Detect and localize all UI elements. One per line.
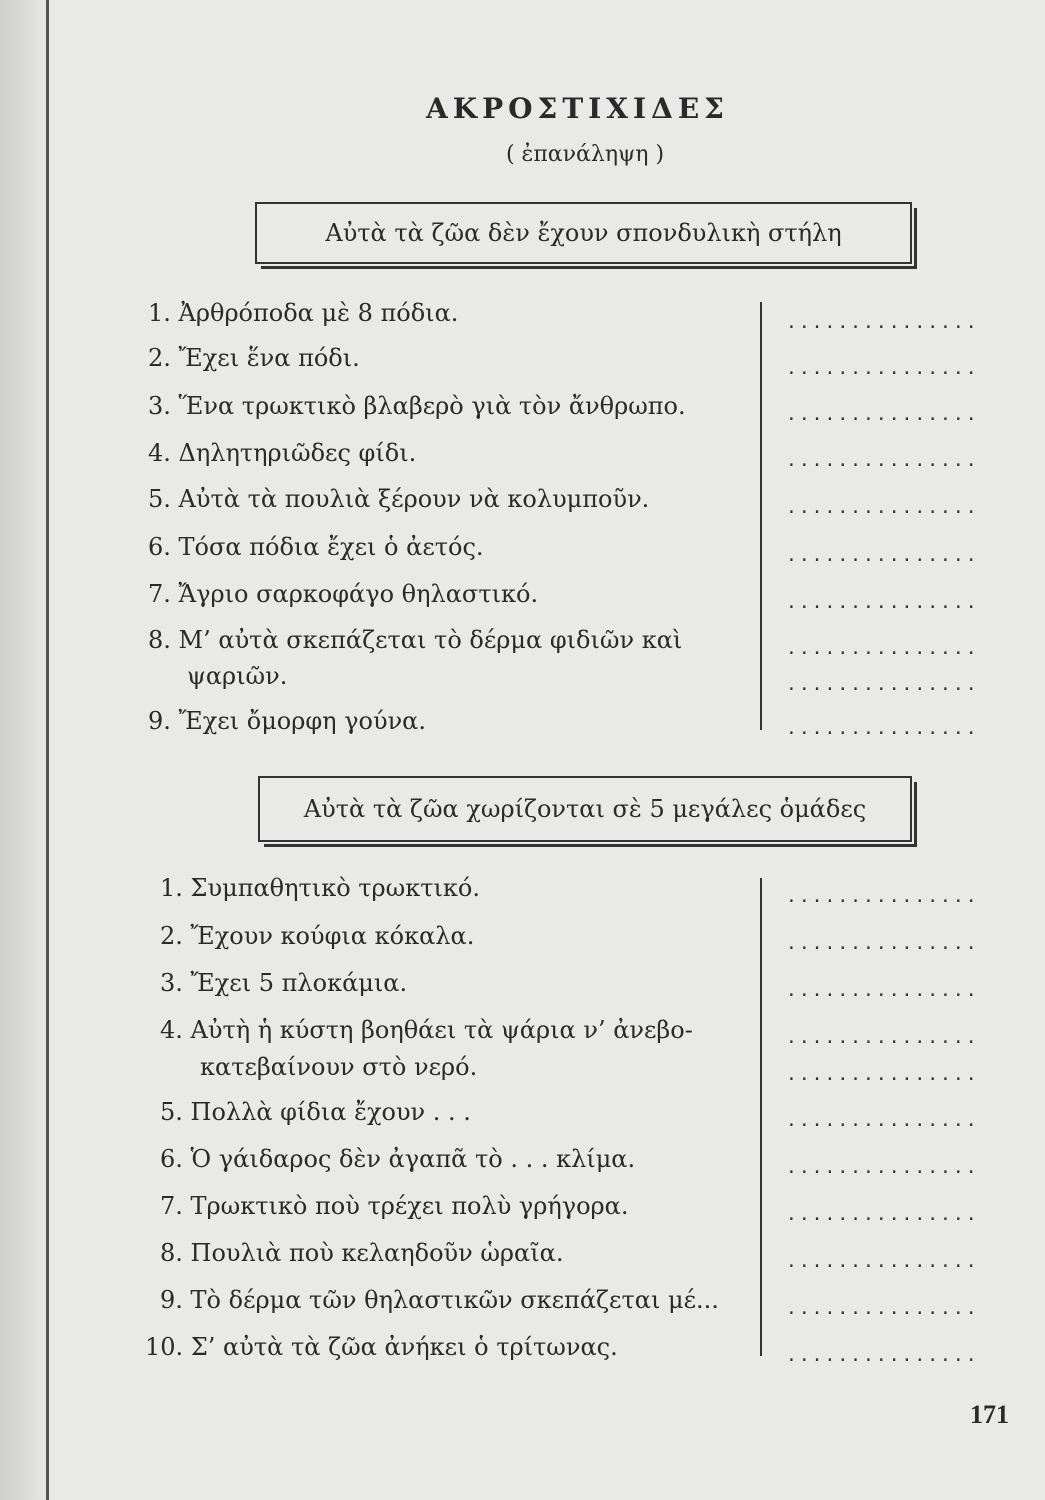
answer-blank[interactable]: ............... <box>786 312 979 333</box>
section1-item-3: 3. Ἕνα τρωκτικὸ βλαβερὸ γιὰ τὸν ἄνθρωπο. <box>148 392 686 420</box>
answer-blank[interactable]: ............... <box>786 1027 979 1048</box>
section1-item-9: 9. Ἔχει ὄμορφη γούνα. <box>148 707 426 735</box>
section1-item-6: 6. Τόσα πόδια ἔχει ὁ ἀετός. <box>148 533 484 561</box>
answer-blank[interactable]: ............... <box>786 933 979 954</box>
section1-item-8: 8. Μ’ αὐτὰ σκεπάζεται τὸ δέρμα φιδιῶν καὶ <box>148 626 683 654</box>
section2-heading: Αὐτὰ τὰ ζῶα χωρίζονται σὲ 5 μεγάλες ὁμάδες <box>303 795 867 823</box>
section1-divider-line <box>760 302 762 730</box>
answer-blank[interactable]: ............... <box>786 674 979 695</box>
section2-item-5: 5. Πολλὰ φίδια ἔχουν . . . <box>160 1098 471 1126</box>
section2-item-9: 9. Τὸ δέρμα τῶν θηλαστικῶν σκεπάζεται μέ... <box>160 1286 719 1314</box>
section1-item-1: 1. Ἀρθρόποδα μὲ 8 πόδια. <box>148 299 459 327</box>
section2-item-3: 3. Ἔχει 5 πλοκάμια. <box>160 969 408 997</box>
section2-item-2: 2. Ἔχουν κούφια κόκαλα. <box>160 922 475 950</box>
answer-blank[interactable]: ............... <box>786 1110 979 1131</box>
section2-item-7: 7. Τρωκτικὸ ποὺ τρέχει πολὺ γρήγορα. <box>160 1192 629 1220</box>
answer-blank[interactable]: ............... <box>786 1298 979 1319</box>
section1-item-5: 5. Αὐτὰ τὰ πουλιὰ ξέρουν νὰ κολυμποῦν. <box>148 485 650 513</box>
book-spine-shadow <box>0 0 48 1500</box>
answer-blank[interactable]: ............... <box>786 718 979 739</box>
section2-item-1: 1. Συμπαθητικὸ τρωκτικό. <box>160 874 480 902</box>
answer-blank[interactable]: ............... <box>786 358 979 379</box>
section2-item-8: 8. Πουλιὰ ποὺ κελαηδοῦν ὡραῖα. <box>160 1239 564 1267</box>
answer-blank[interactable]: ............... <box>786 1064 979 1085</box>
answer-blank[interactable]: ............... <box>786 404 979 425</box>
section2-item-4-cont: κατεβαίνουν στὸ νερό. <box>200 1053 478 1081</box>
section2-heading-box <box>258 776 912 842</box>
section2-item-10: 10. Σ’ αὐτὰ τὰ ζῶα ἀνήκει ὁ τρίτωνας. <box>145 1333 618 1361</box>
answer-blank[interactable]: ............... <box>786 497 979 518</box>
answer-blank[interactable]: ............... <box>786 1251 979 1272</box>
answer-blank[interactable]: ............... <box>786 1157 979 1178</box>
section1-heading: Αὐτὰ τὰ ζῶα δὲν ἔχουν σπονδυλικὴ στήλη <box>325 219 842 247</box>
answer-blank[interactable]: ............... <box>786 980 979 1001</box>
section2-item-4: 4. Αὐτὴ ἡ κύστη βοηθάει τὰ ψάρια ν’ ἀνεβο- <box>160 1016 693 1044</box>
answer-blank[interactable]: ............... <box>786 638 979 659</box>
book-spine-edge <box>46 0 49 1500</box>
section1-item-4: 4. Δηλητηριῶδες φίδι. <box>148 439 417 467</box>
answer-blank[interactable]: ............... <box>786 1204 979 1225</box>
section1-item-2: 2. Ἔχει ἕνα πόδι. <box>148 344 360 372</box>
answer-blank[interactable]: ............... <box>786 545 979 566</box>
section2-divider-line <box>760 878 762 1356</box>
page-title: ΑΚΡΟΣΤΙΧΙΔΕΣ <box>426 92 729 125</box>
page-number: 171 <box>970 1400 1009 1429</box>
section1-item-8-cont: ψαριῶν. <box>187 662 288 690</box>
answer-blank[interactable]: ............... <box>786 592 979 613</box>
page-subtitle: ( ἐπανάληψη ) <box>505 142 665 167</box>
answer-blank[interactable]: ............... <box>786 886 979 907</box>
section1-heading-box <box>255 202 912 264</box>
section2-item-6: 6. Ὁ γάιδαρος δὲν ἀγαπᾶ τὸ . . . κλίμα. <box>160 1145 636 1173</box>
section1-item-7: 7. Ἄγριο σαρκοφάγο θηλαστικό. <box>148 580 539 608</box>
answer-blank[interactable]: ............... <box>786 1345 979 1366</box>
answer-blank[interactable]: ............... <box>786 450 979 471</box>
